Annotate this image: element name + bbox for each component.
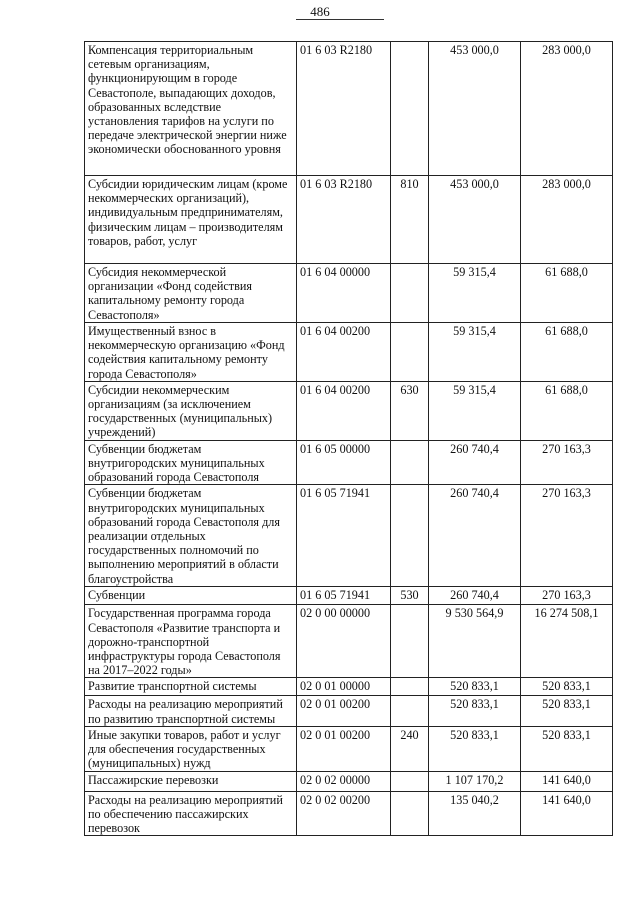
row-amount-year-1: 59 315,4	[429, 323, 521, 382]
row-amount-year-2: 141 640,0	[521, 771, 613, 791]
row-expense-type	[391, 678, 429, 696]
row-amount-year-1: 9 530 564,9	[429, 605, 521, 678]
row-expense-type	[391, 771, 429, 791]
row-expense-type	[391, 696, 429, 726]
row-expense-type: 630	[391, 381, 429, 440]
row-amount-year-1: 59 315,4	[429, 264, 521, 323]
row-amount-year-1: 260 740,4	[429, 587, 521, 605]
row-target-code: 01 6 04 00000	[297, 264, 391, 323]
row-expense-type	[391, 605, 429, 678]
row-expense-type	[391, 42, 429, 176]
table-row	[85, 678, 613, 696]
row-name: Расходы на реализацию мероприятий по обеспечению пассажирских перевозок	[85, 791, 297, 836]
row-amount-year-1: 135 040,2	[429, 791, 521, 836]
row-name: Расходы на реализацию мероприятий по развитию транспортной системы	[85, 696, 297, 726]
row-target-code: 01 6 04 00200	[297, 323, 391, 382]
row-target-code: 02 0 01 00000	[297, 678, 391, 696]
budget-table	[84, 41, 613, 836]
row-amount-year-1: 260 740,4	[429, 440, 521, 485]
budget-table-body	[85, 42, 613, 836]
table-row	[85, 771, 613, 791]
table-row	[85, 440, 613, 485]
row-amount-year-2: 520 833,1	[521, 726, 613, 771]
row-target-code: 01 6 04 00200	[297, 381, 391, 440]
row-name: Субсидия некоммерческой организации «Фонд содействия капитальному ремонту города Севастополя»	[85, 264, 297, 323]
row-name: Субсидии некоммерческим организациям (за исключением государственных (муниципальных) учреждений)	[85, 381, 297, 440]
row-target-code: 02 0 01 00200	[297, 696, 391, 726]
table-row	[85, 587, 613, 605]
row-expense-type: 530	[391, 587, 429, 605]
row-amount-year-1: 453 000,0	[429, 176, 521, 264]
table-row	[85, 605, 613, 678]
row-amount-year-2: 61 688,0	[521, 323, 613, 382]
row-target-code: 01 6 05 00000	[297, 440, 391, 485]
row-amount-year-2: 520 833,1	[521, 696, 613, 726]
row-name: Субсидии юридическим лицам (кроме некоммерческих организаций), индивидуальным предпринимателям, физическим лицам – производителям товаров, работ, услуг	[85, 176, 297, 264]
row-target-code: 01 6 03 R2180	[297, 176, 391, 264]
row-target-code: 01 6 05 71941	[297, 587, 391, 605]
row-amount-year-1: 520 833,1	[429, 696, 521, 726]
table-row	[85, 264, 613, 323]
row-name: Субвенции бюджетам внутригородских муниципальных образований города Севастополя для реализации отдельных государственных полномочий по выполнению мероприятий в области благоустройства	[85, 485, 297, 587]
row-target-code: 02 0 02 00000	[297, 771, 391, 791]
row-amount-year-2: 16 274 508,1	[521, 605, 613, 678]
row-expense-type: 240	[391, 726, 429, 771]
row-amount-year-2: 283 000,0	[521, 176, 613, 264]
row-target-code: 01 6 05 71941	[297, 485, 391, 587]
row-expense-type	[391, 323, 429, 382]
row-name: Пассажирские перевозки	[85, 771, 297, 791]
row-name: Государственная программа города Севастополя «Развитие транспорта и дорожно-транспортной инфраструктуры города Севастополя на 2017–2022 годы»	[85, 605, 297, 678]
row-amount-year-2: 61 688,0	[521, 381, 613, 440]
row-amount-year-1: 1 107 170,2	[429, 771, 521, 791]
table-row	[85, 696, 613, 726]
table-row	[85, 381, 613, 440]
row-expense-type	[391, 440, 429, 485]
row-amount-year-1: 520 833,1	[429, 726, 521, 771]
row-amount-year-1: 59 315,4	[429, 381, 521, 440]
row-name: Развитие транспортной системы	[85, 678, 297, 696]
row-expense-type	[391, 791, 429, 836]
row-amount-year-2: 61 688,0	[521, 264, 613, 323]
page-header-rule	[296, 19, 384, 20]
row-name: Субвенции	[85, 587, 297, 605]
table-row	[85, 485, 613, 587]
row-amount-year-2: 283 000,0	[521, 42, 613, 176]
page-number: 486	[310, 4, 330, 19]
row-amount-year-2: 520 833,1	[521, 678, 613, 696]
row-amount-year-1: 453 000,0	[429, 42, 521, 176]
table-row	[85, 791, 613, 836]
table-row	[85, 726, 613, 771]
row-name: Иные закупки товаров, работ и услуг для обеспечения государственных (муниципальных) нужд	[85, 726, 297, 771]
row-name: Компенсация территориальным сетевым организациям, функционирующим в городе Севастополе, выпадающих доходов, образованных вследствие установления тарифов на услуги по передаче электрической энергии ниже экономически обоснованного уровня	[85, 42, 297, 176]
table-row	[85, 323, 613, 382]
table-row	[85, 42, 613, 176]
row-name: Имущественный взнос в некоммерческую организацию «Фонд содействия капитальному ремонту города Севастополя»	[85, 323, 297, 382]
row-target-code: 02 0 02 00200	[297, 791, 391, 836]
row-amount-year-2: 270 163,3	[521, 440, 613, 485]
row-target-code: 02 0 00 00000	[297, 605, 391, 678]
row-expense-type	[391, 485, 429, 587]
row-target-code: 01 6 03 R2180	[297, 42, 391, 176]
row-amount-year-1: 520 833,1	[429, 678, 521, 696]
row-expense-type	[391, 264, 429, 323]
row-name: Субвенции бюджетам внутригородских муниципальных образований города Севастополя	[85, 440, 297, 485]
row-target-code: 02 0 01 00200	[297, 726, 391, 771]
row-amount-year-2: 270 163,3	[521, 587, 613, 605]
row-amount-year-1: 260 740,4	[429, 485, 521, 587]
table-row	[85, 176, 613, 264]
row-amount-year-2: 141 640,0	[521, 791, 613, 836]
row-amount-year-2: 270 163,3	[521, 485, 613, 587]
row-expense-type: 810	[391, 176, 429, 264]
